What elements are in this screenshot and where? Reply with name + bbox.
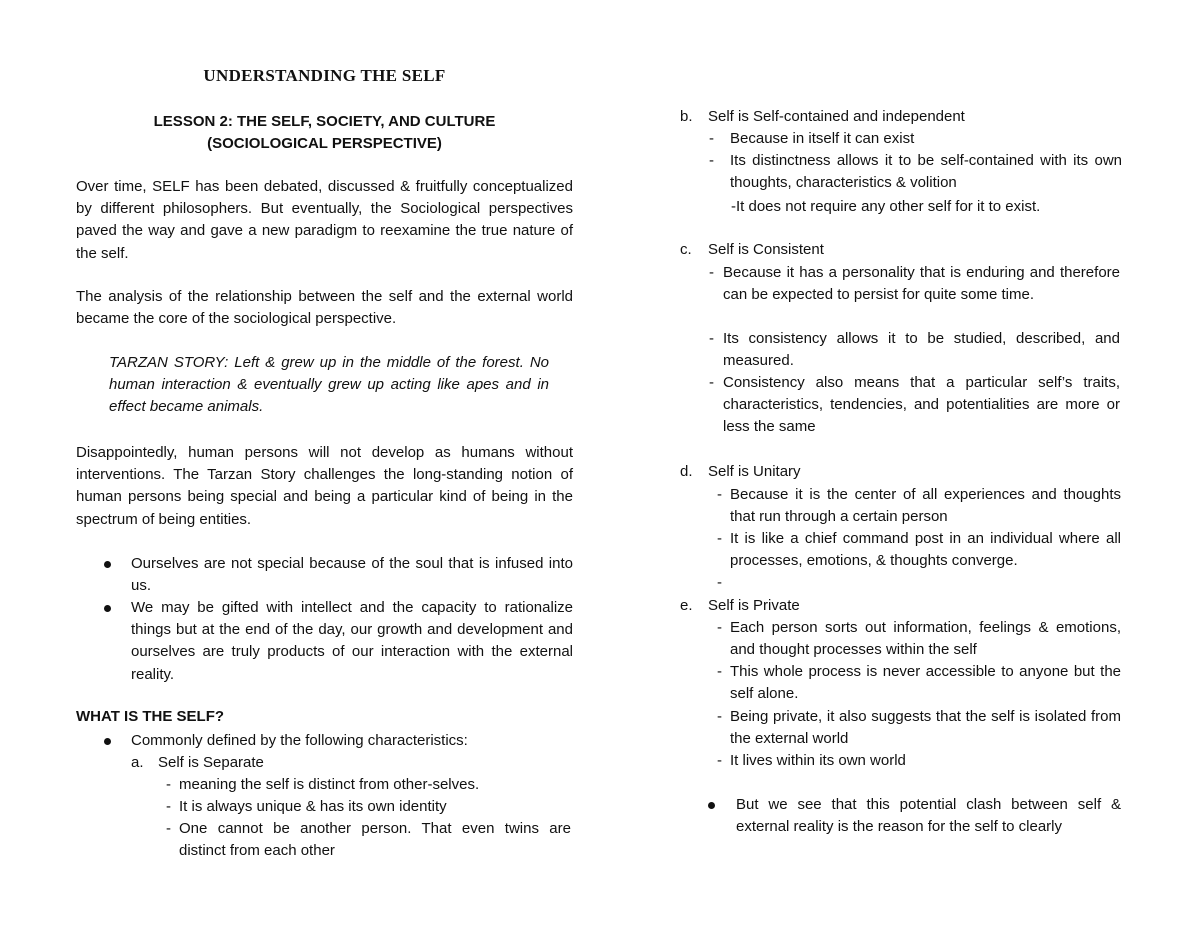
dash: - xyxy=(717,574,722,591)
bullet-dot xyxy=(104,738,111,745)
bullet-dot xyxy=(104,561,111,568)
item-a-label: Self is Separate xyxy=(158,754,264,771)
dash: - xyxy=(166,776,171,793)
item-a-point: One cannot be another person. That even twins are distinct from each other xyxy=(179,820,571,860)
list-marker-a: a. xyxy=(131,754,144,771)
bullet-item: We may be gifted with intellect and the capacity to rationalize things but at the end of the day, our growth and development and ourselves are truly products of our interaction with the external reality. xyxy=(131,599,573,683)
dash: - xyxy=(166,820,171,837)
heading-bullet: Commonly defined by the following characteristics: xyxy=(131,732,468,749)
item-e-point: This whole process is never accessible to anyone but the self alone. xyxy=(730,663,1121,703)
item-c-point: Consistency also means that a particular self’s traits, characteristics, tendencies, and potentialities are more or less the same xyxy=(723,374,1120,436)
list-marker-c: c. xyxy=(680,241,692,258)
item-d-label: Self is Unitary xyxy=(708,463,801,480)
document-title: UNDERSTANDING THE SELF xyxy=(203,66,446,85)
item-c-point: Because it has a personality that is enduring and therefore can be expected to persist for quite some time. xyxy=(723,264,1120,304)
dash: - xyxy=(717,708,722,725)
dash: - xyxy=(709,152,714,169)
dash: - xyxy=(717,619,722,636)
list-marker-e: e. xyxy=(680,597,693,614)
item-b-extra: -It does not require any other self for it to exist. xyxy=(731,198,1041,215)
item-b-point: Because in itself it can exist xyxy=(730,130,915,147)
lesson-title xyxy=(76,111,573,155)
dash: - xyxy=(709,130,714,147)
item-b-label: Self is Self-contained and independent xyxy=(708,108,965,125)
item-c-point: Its consistency allows it to be studied, described, and measured. xyxy=(723,330,1120,370)
dash: - xyxy=(709,264,714,281)
dash: - xyxy=(709,330,714,347)
intro-paragraph: Over time, SELF has been debated, discussed & fruitfully conceptualized by different philosophers. But eventually, the Sociological perspectives paved the way and gave a new paradigm to reexamine the true nature of the self. xyxy=(76,178,573,262)
item-e-label: Self is Private xyxy=(708,597,800,614)
item-d-point: It is like a chief command post in an individual where all processes, emotions, & thoughts converge. xyxy=(730,530,1121,570)
item-e-point: Being private, it also suggests that the self is isolated from the external world xyxy=(730,708,1121,748)
analysis-paragraph: The analysis of the relationship between the self and the external world became the core of the sociological perspective. xyxy=(76,288,573,328)
dash: - xyxy=(717,663,722,680)
item-d-point: Because it is the center of all experiences and thoughts that run through a certain person xyxy=(730,486,1121,526)
dash: - xyxy=(166,798,171,815)
item-c-label: Self is Consistent xyxy=(708,241,824,258)
dash: - xyxy=(717,752,722,769)
item-a-point: meaning the self is distinct from other-selves. xyxy=(179,776,480,793)
final-bullet: But we see that this potential clash between self & external reality is the reason for the self to clearly xyxy=(736,796,1121,836)
dash: - xyxy=(717,530,722,547)
list-marker-b: b. xyxy=(680,108,693,125)
item-e-point: It lives within its own world xyxy=(730,752,906,769)
lesson-title-line1: LESSON 2: THE SELF, SOCIETY, AND CULTURE xyxy=(153,113,496,130)
bullet-dot xyxy=(708,802,715,809)
tarzan-quote: TARZAN STORY: Left & grew up in the middle of the forest. No human interaction & eventually grew up acting like apes and in effect became animals. xyxy=(109,354,549,416)
dash: - xyxy=(717,486,722,503)
item-e-point: Each person sorts out information, feelings & emotions, and thought processes within the self xyxy=(730,619,1121,659)
bullet-dot xyxy=(104,605,111,612)
disappointedly-paragraph: Disappointedly, human persons will not develop as humans without interventions. The Tarzan Story challenges the long-standing notion of human persons being special and being a particular kind of being in the spectrum of being entities. xyxy=(76,444,573,528)
item-a-point: It is always unique & has its own identity xyxy=(179,798,447,815)
section-heading: WHAT IS THE SELF? xyxy=(76,708,225,725)
item-b-point: Its distinctness allows it to be self-contained with its own thoughts, characteristics & volition xyxy=(730,152,1122,192)
dash: - xyxy=(709,374,714,391)
lesson-title-line2: (SOCIOLOGICAL PERSPECTIVE) xyxy=(207,135,442,152)
list-marker-d: d. xyxy=(680,463,693,480)
bullet-item: Ourselves are not special because of the soul that is infused into us. xyxy=(131,555,573,595)
